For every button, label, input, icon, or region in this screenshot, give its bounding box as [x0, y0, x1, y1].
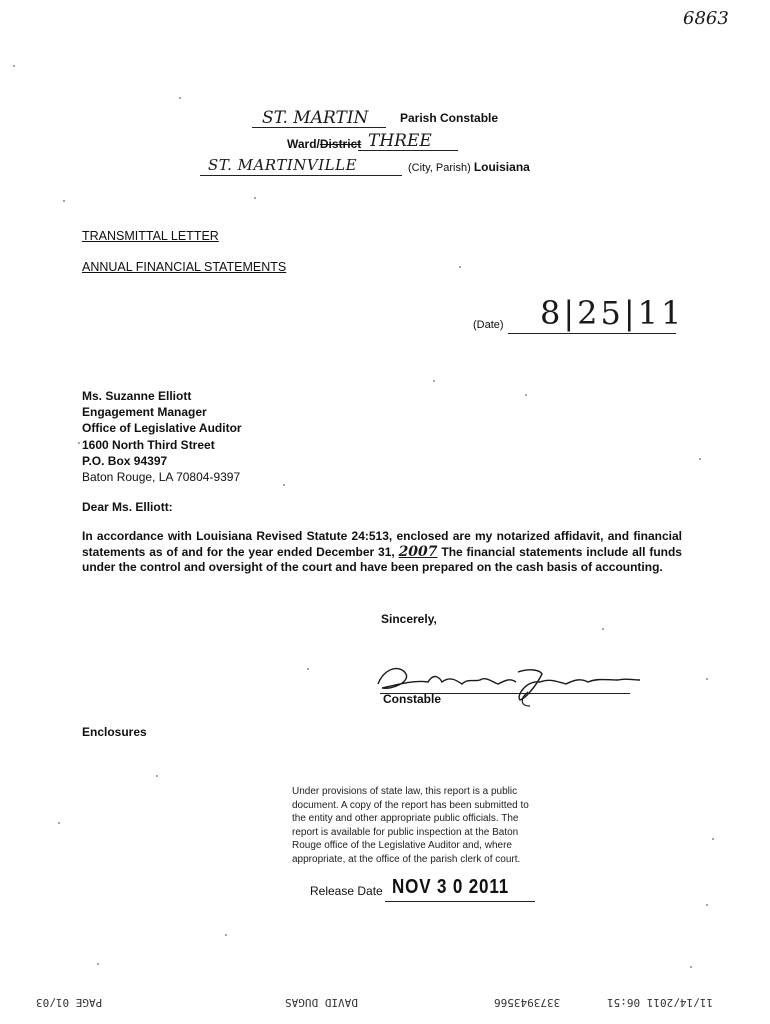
date-handwritten: 8|25|11: [540, 294, 685, 332]
salutation: Dear Ms. Elliott:: [82, 500, 173, 514]
state-label: Louisiana: [473, 160, 530, 174]
parish-label: Parish Constable: [400, 111, 499, 125]
year-handwritten: 2007: [398, 543, 438, 560]
city-handwritten: ST. MARTINVILLE: [208, 156, 358, 174]
release-date: NOV 3 0 2011: [392, 876, 510, 898]
release-date-label: Release Date: [310, 884, 383, 898]
parish-handwritten: ST. MARTIN: [262, 108, 369, 128]
transmittal-title: TRANSMITTAL LETTER: [82, 229, 219, 243]
scan-speck: [156, 775, 158, 777]
annual-title: ANNUAL FINANCIAL STATEMENTS: [82, 260, 287, 274]
address-line: P.O. Box 94397: [82, 453, 168, 468]
scan-speck: [307, 668, 309, 670]
scan-speck: [13, 65, 15, 67]
address-block: [82, 388, 242, 485]
stamp-line: document. A copy of the report has been submitted to: [292, 799, 529, 811]
district-struck: District: [319, 137, 362, 151]
stamp-line: the entity and other appropriate public officials. The: [292, 813, 519, 825]
scan-speck: [699, 458, 701, 460]
fax-phone: 3373943566: [494, 996, 561, 1009]
address-line: 1600 North Third Street: [82, 437, 215, 452]
scan-speck: [78, 442, 80, 444]
scan-speck: [225, 934, 227, 936]
scan-speck: [706, 678, 708, 680]
stamp-line: report is available for public inspection at the Baton: [292, 826, 519, 838]
scan-speck: [525, 394, 527, 396]
date-field-line: [508, 333, 676, 334]
scan-speck: [459, 266, 461, 268]
address-line: Baton Rouge, LA 70804-9397: [82, 470, 241, 485]
fax-datetime: 11/14/2011 06:51: [607, 996, 713, 1009]
city-label: [408, 160, 530, 174]
ward-field-line: [358, 150, 458, 151]
scan-speck: [706, 904, 708, 906]
date-label: (Date): [473, 319, 504, 331]
body-paragraph: [82, 529, 682, 576]
enclosures: Enclosures: [82, 725, 147, 739]
scan-speck: [712, 838, 714, 840]
city-field-line: [200, 175, 402, 176]
scan-speck: [63, 200, 65, 202]
ward-text: Ward/: [287, 137, 320, 151]
scan-speck: [58, 822, 60, 824]
ward-label: [287, 137, 361, 151]
scan-speck: [254, 197, 256, 199]
release-stamp: [292, 785, 529, 867]
ward-handwritten: THREE: [368, 131, 432, 151]
address-line: Engagement Manager: [82, 405, 207, 420]
fax-name: DAVID DUGAS: [285, 996, 358, 1009]
signature-title: Constable: [383, 692, 442, 706]
stamp-line: Under provisions of state law, this report is a public: [292, 786, 518, 797]
scan-speck: [179, 97, 181, 99]
release-date-line: [385, 901, 535, 902]
body-part-1: In accordance with Louisiana Revised Statute 24:513, enclosed are my notarized affidavit, and financial statements as of and for the year ended December 31,: [82, 529, 682, 559]
parish-field-line: [252, 127, 386, 128]
stamp-line: appropriate, at the office of the parish clerk of court.: [292, 853, 521, 865]
city-parish-label: (City, Parish): [408, 162, 471, 174]
scan-speck: [690, 966, 692, 968]
stamp-line: Rouge office of the Legislative Auditor and, where: [292, 840, 512, 852]
closing: Sincerely,: [381, 612, 437, 626]
scan-speck: [433, 380, 435, 382]
scan-speck: [602, 628, 604, 630]
scan-speck: [97, 963, 99, 965]
body-part-2: The financial statements include all funds under the control and oversight of the court and have been prepared on the cash basis of accounting.: [82, 544, 682, 574]
corner-number: 6863: [683, 8, 729, 29]
fax-page: PAGE 01/03: [36, 996, 103, 1009]
address-line: Ms. Suzanne Elliott: [82, 389, 192, 403]
scan-speck: [283, 484, 285, 486]
address-line: Office of Legislative Auditor: [82, 421, 242, 436]
